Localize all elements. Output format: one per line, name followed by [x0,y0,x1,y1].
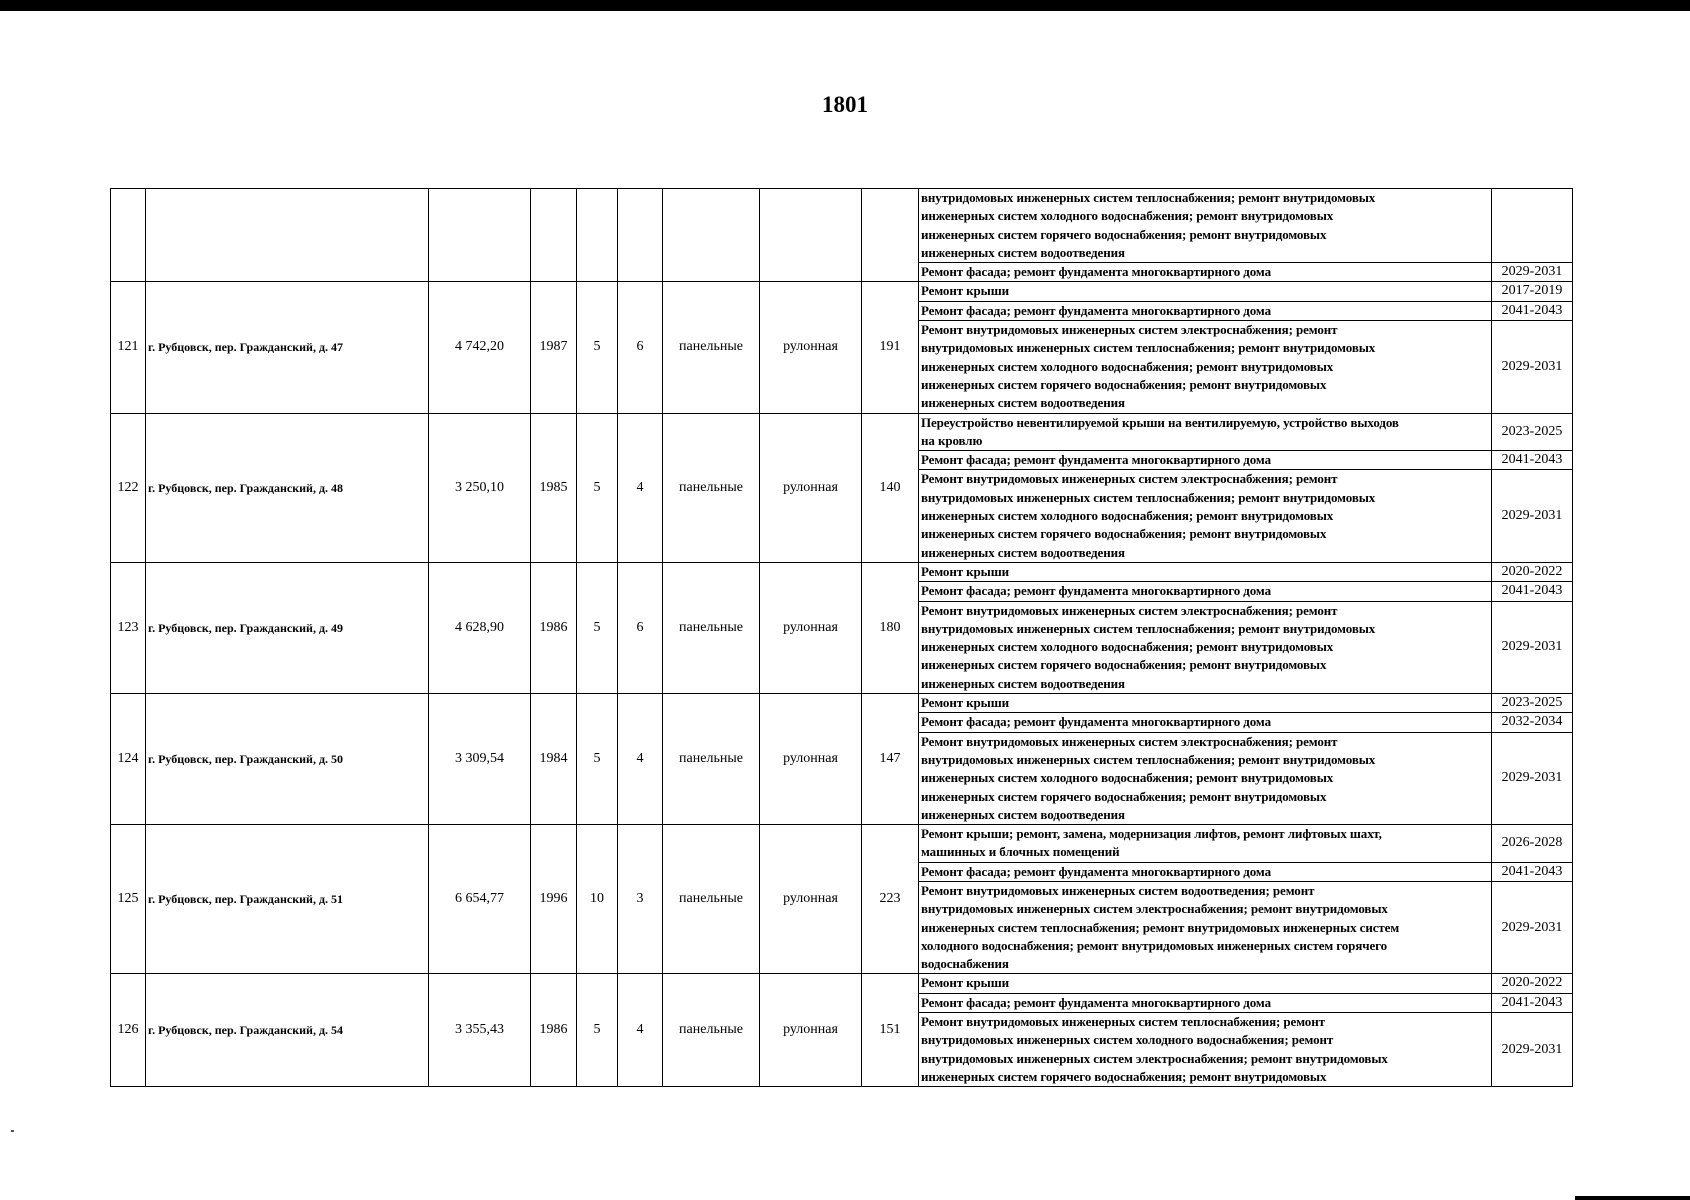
work-line: Ремонт крыши [921,563,1009,579]
work-line: Ремонт фасада; ремонт фундамента многоквартирного дома [921,264,1271,280]
area-cell: 3 250,10 [429,413,531,562]
empty-cell [429,189,531,282]
entrances-cell: 6 [618,282,663,413]
residents-cell: 151 [862,974,919,1087]
address-cell: г. Рубцовск, пер. Гражданский, д. 49 [146,562,429,693]
work-period: 2041-2043 [1492,451,1573,470]
work-line: Ремонт внутридомовых инженерных систем электроснабжения; ремонт [921,322,1338,338]
year-cell: 1986 [531,974,577,1087]
walls-cell: панельные [663,694,760,825]
work-description [919,881,1492,973]
work-period: 2029-2031 [1492,470,1573,562]
row-number: 122 [111,413,146,562]
empty-cell [577,189,618,282]
work-period: 2041-2043 [1492,301,1573,320]
empty-cell [531,189,577,282]
work-description [919,413,1492,451]
table-row [111,825,1573,863]
work-period [1492,189,1573,263]
row-number: 123 [111,562,146,693]
walls-cell: панельные [663,825,760,974]
work-description [919,601,1492,693]
address-cell: г. Рубцовск, пер. Гражданский, д. 50 [146,694,429,825]
roof-cell: рулонная [760,825,862,974]
work-line: инженерных систем водоотведения [921,244,1125,260]
work-description [919,825,1492,863]
work-period: 2041-2043 [1492,582,1573,601]
work-line: Ремонт фасада; ремонт фундамента многоквартирного дома [921,714,1271,730]
work-description [919,301,1492,320]
floors-cell: 10 [577,825,618,974]
walls-cell: панельные [663,413,760,562]
work-line: Ремонт фасада; ремонт фундамента многоквартирного дома [921,452,1271,468]
work-period: 2017-2019 [1492,282,1573,301]
work-line: инженерных систем горячего водоснабжения; ремонт внутридомовых [921,376,1327,392]
work-description [919,974,1492,993]
walls-cell: панельные [663,562,760,693]
floors-cell: 5 [577,282,618,413]
entrances-cell: 6 [618,562,663,693]
work-period: 2023-2025 [1492,694,1573,713]
work-line: Ремонт крыши [921,283,1009,299]
year-cell: 1996 [531,825,577,974]
work-line: Ремонт фасада; ремонт фундамента многоквартирного дома [921,994,1271,1010]
empty-cell [146,189,429,282]
empty-cell [760,189,862,282]
work-line: внутридомовых инженерных систем электроснабжения; ремонт внутридомовых [921,901,1388,917]
residents-cell: 147 [862,694,919,825]
work-description [919,732,1492,824]
row-number: 125 [111,825,146,974]
work-description [919,1013,1492,1087]
table-row [111,694,1573,713]
work-line: инженерных систем водоотведения [921,675,1125,691]
work-description [919,562,1492,581]
work-description [919,189,1492,263]
area-cell: 6 654,77 [429,825,531,974]
work-line: Ремонт фасада; ремонт фундамента многоквартирного дома [921,863,1271,879]
work-description [919,263,1492,282]
work-line: инженерных систем водоотведения [921,544,1125,560]
work-line: инженерных систем горячего водоснабжения; ремонт внутридомовых [921,526,1327,542]
work-period: 2029-2031 [1492,881,1573,973]
work-description [919,470,1492,562]
work-period: 2032-2034 [1492,713,1573,732]
empty-cell [663,189,760,282]
entrances-cell: 4 [618,694,663,825]
work-description [919,993,1492,1012]
row-number: 121 [111,282,146,413]
work-line: холодного водоснабжения; ремонт внутридомовых инженерных систем горячего [921,937,1388,953]
residents-cell: 191 [862,282,919,413]
row-number: 124 [111,694,146,825]
table-row [111,282,1573,301]
work-line: внутридомовых инженерных систем теплоснабжения; ремонт внутридомовых [921,751,1376,767]
work-period: 2041-2043 [1492,993,1573,1012]
empty-cell [111,189,146,282]
work-line: Ремонт внутридомовых инженерных систем электроснабжения; ремонт [921,471,1338,487]
entrances-cell: 4 [618,974,663,1087]
work-period: 2020-2022 [1492,562,1573,581]
work-period: 2029-2031 [1492,601,1573,693]
work-description [919,694,1492,713]
work-period: 2029-2031 [1492,263,1573,282]
empty-cell [618,189,663,282]
work-line: инженерных систем водоотведения [921,395,1125,411]
work-line: Ремонт внутридомовых инженерных систем электроснабжения; ремонт [921,602,1338,618]
year-cell: 1987 [531,282,577,413]
table-row [111,562,1573,581]
work-description [919,451,1492,470]
table-body [111,189,1573,1087]
floors-cell: 5 [577,562,618,693]
work-line: внутридомовых инженерных систем теплоснабжения; ремонт внутридомовых [921,489,1376,505]
address-cell: г. Рубцовск, пер. Гражданский, д. 48 [146,413,429,562]
table-row [111,974,1573,993]
work-period: 2026-2028 [1492,825,1573,863]
work-period: 2023-2025 [1492,413,1573,451]
work-line: внутридомовых инженерных систем теплоснабжения; ремонт внутридомовых [921,190,1376,205]
table-row [111,413,1573,451]
work-line: Переустройство невентилируемой крыши на вентилируемую, устройство выходов [921,414,1399,430]
roof-cell: рулонная [760,694,862,825]
work-description [919,321,1492,413]
address-cell: г. Рубцовск, пер. Гражданский, д. 47 [146,282,429,413]
work-line: инженерных систем холодного водоснабжения; ремонт внутридомовых [921,770,1334,786]
work-line: внутридомовых инженерных систем холодного водоснабжения; ремонт [921,1032,1334,1048]
work-line: Ремонт крыши; ремонт, замена, модернизация лифтов, ремонт лифтовых шахт, [921,826,1382,842]
work-line: инженерных систем теплоснабжения; ремонт внутридомовых инженерных систем [921,919,1400,935]
roof-cell: рулонная [760,282,862,413]
scan-bottom-mark [1575,1196,1690,1200]
address-cell: г. Рубцовск, пер. Гражданский, д. 51 [146,825,429,974]
work-line: Ремонт фасада; ремонт фундамента многоквартирного дома [921,302,1271,318]
roof-cell: рулонная [760,562,862,693]
entrances-cell: 4 [618,413,663,562]
floors-cell: 5 [577,694,618,825]
area-cell: 4 628,90 [429,562,531,693]
work-description [919,282,1492,301]
year-cell: 1984 [531,694,577,825]
work-line: инженерных систем холодного водоснабжения; ремонт внутридомовых [921,639,1334,655]
work-description [919,862,1492,881]
scan-top-border [0,0,1690,11]
work-line: водоснабжения [921,956,1009,972]
work-line: внутридомовых инженерных систем теплоснабжения; ремонт внутридомовых [921,340,1376,356]
work-line: внутридомовых инженерных систем теплоснабжения; ремонт внутридомовых [921,620,1376,636]
work-period: 2041-2043 [1492,862,1573,881]
roof-cell: рулонная [760,974,862,1087]
work-line: инженерных систем холодного водоснабжения; ремонт внутридомовых [921,208,1334,224]
work-line: Ремонт внутридомовых инженерных систем теплоснабжения; ремонт [921,1014,1325,1030]
repair-program-table [110,188,1573,1087]
roof-cell: рулонная [760,413,862,562]
work-line: внутридомовых инженерных систем электроснабжения; ремонт внутридомовых [921,1050,1388,1066]
area-cell: 3 309,54 [429,694,531,825]
area-cell: 3 355,43 [429,974,531,1087]
year-cell: 1986 [531,562,577,693]
work-line: инженерных систем водоотведения [921,806,1125,822]
walls-cell: панельные [663,974,760,1087]
work-line: машинных и блочных помещений [921,844,1120,860]
work-line: инженерных систем горячего водоснабжения; ремонт внутридомовых [921,657,1327,673]
work-description [919,713,1492,732]
work-line: на кровлю [921,432,983,448]
work-line: Ремонт внутридомовых инженерных систем электроснабжения; ремонт [921,733,1338,749]
work-line: инженерных систем горячего водоснабжения; ремонт внутридомовых [921,226,1327,242]
work-period: 2029-2031 [1492,732,1573,824]
area-cell: 4 742,20 [429,282,531,413]
work-period: 2020-2022 [1492,974,1573,993]
scan-speck [11,1130,14,1132]
work-period: 2029-2031 [1492,321,1573,413]
work-line: Ремонт внутридомовых инженерных систем водоотведения; ремонт [921,882,1315,898]
work-line: инженерных систем холодного водоснабжения; ремонт внутридомовых [921,508,1334,524]
year-cell: 1985 [531,413,577,562]
row-number: 126 [111,974,146,1087]
work-period: 2029-2031 [1492,1013,1573,1087]
address-cell: г. Рубцовск, пер. Гражданский, д. 54 [146,974,429,1087]
entrances-cell: 3 [618,825,663,974]
work-line: Ремонт фасада; ремонт фундамента многоквартирного дома [921,583,1271,599]
table-row [111,189,1573,263]
walls-cell: панельные [663,282,760,413]
floors-cell: 5 [577,974,618,1087]
residents-cell: 140 [862,413,919,562]
work-line: инженерных систем горячего водоснабжения; ремонт внутридомовых [921,788,1327,804]
work-description [919,582,1492,601]
residents-cell: 223 [862,825,919,974]
floors-cell: 5 [577,413,618,562]
page-number: 1801 [822,92,868,117]
empty-cell [862,189,919,282]
residents-cell: 180 [862,562,919,693]
work-line: инженерных систем холодного водоснабжения; ремонт внутридомовых [921,358,1334,374]
work-line: Ремонт крыши [921,695,1009,711]
work-line: инженерных систем горячего водоснабжения; ремонт внутридомовых [921,1068,1327,1084]
work-line: Ремонт крыши [921,975,1009,991]
